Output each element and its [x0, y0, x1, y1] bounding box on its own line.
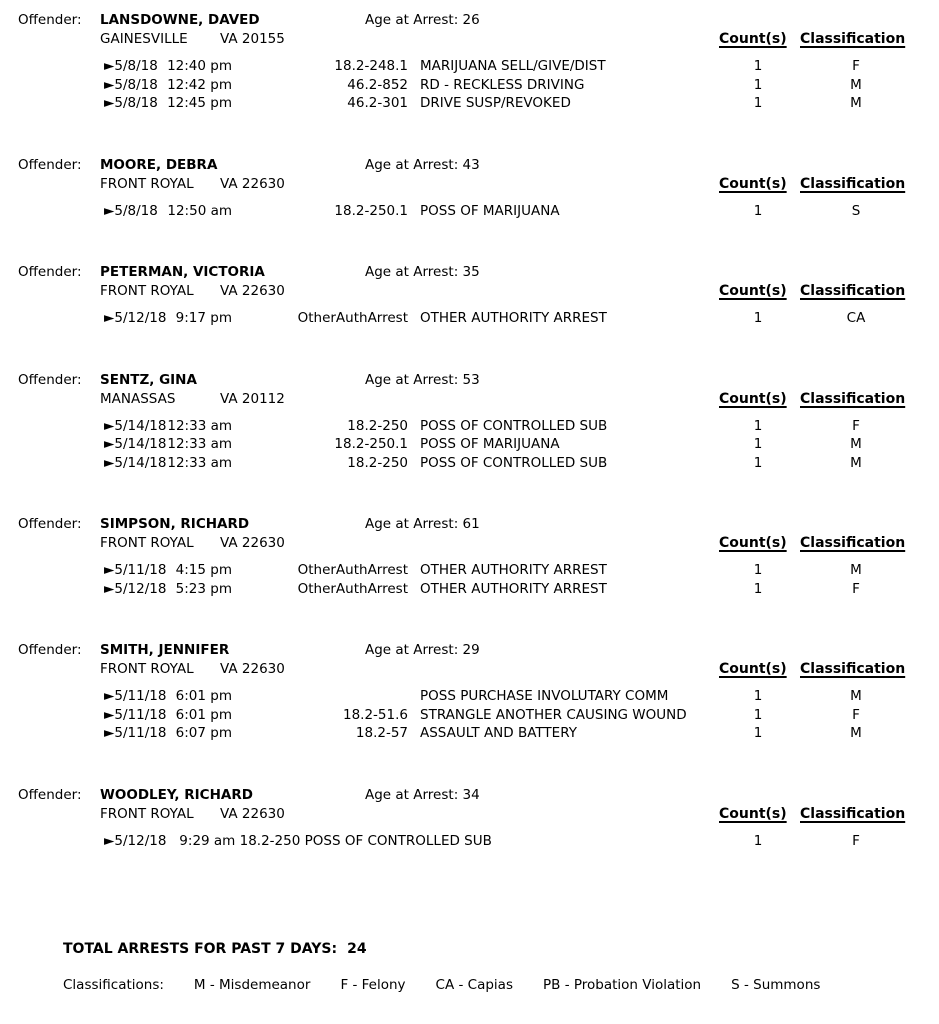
age-value: 26 [462, 12, 480, 28]
charge-description: POSS OF CONTROLLED SUB [420, 454, 608, 471]
offender-address-line [0, 31, 939, 50]
age-at-arrest [365, 642, 480, 658]
charge-bullet-icon: ► [104, 454, 115, 471]
total-arrests-value: 24 [347, 941, 367, 957]
charge-date: ►5/11/18 [104, 688, 167, 704]
charge-code: 18.2-57 [355, 725, 408, 741]
counts-header: Count(s) [719, 661, 787, 677]
classification-header: Classification [800, 661, 906, 677]
charge-code: 46.2-301 [347, 95, 408, 111]
offender-city: FRONT ROYAL [100, 535, 194, 551]
offender-header-line [0, 372, 939, 391]
counts-header: Count(s) [719, 535, 787, 551]
classification-header: Classification [800, 535, 906, 551]
charge-count: 1 [753, 310, 763, 326]
offender-header-line [0, 516, 939, 535]
charge-description: OTHER AUTHORITY ARREST [420, 580, 607, 597]
charge-description: POSS OF MARIJUANA [420, 202, 560, 219]
offender-address-line [0, 806, 939, 825]
charge-classification: F [852, 58, 860, 74]
offender-header-line [0, 12, 939, 31]
charge-row [0, 418, 939, 437]
charge-time: 6:01 pm [175, 688, 232, 704]
charge-description: POSS OF CONTROLLED SUB [420, 417, 608, 434]
charge-bullet-icon: ► [104, 725, 115, 741]
charge-time: 12:45 pm [167, 95, 232, 111]
offender-label: Offender: [18, 264, 82, 280]
offender-state-zip: VA 22630 [220, 805, 285, 822]
charge-row [0, 707, 939, 726]
age-at-arrest [365, 12, 480, 28]
counts-header: Count(s) [719, 283, 787, 299]
charge-description: STRANGLE ANOTHER CAUSING WOUND [420, 706, 687, 723]
classification-header: Classification [800, 390, 906, 407]
offender-name: SIMPSON, RICHARD [100, 516, 250, 532]
charge-date: ►5/14/18 [104, 417, 167, 434]
charge-time: 12:42 pm [167, 76, 232, 93]
charge-code: 18.2-51.6 [343, 706, 408, 723]
offender-state-zip: VA 22630 [220, 283, 285, 299]
offender-block [0, 516, 939, 599]
charge-date: ►5/8/18 [104, 202, 158, 219]
charge-bullet-icon: ► [104, 562, 115, 578]
age-value: 34 [462, 786, 480, 803]
charge-classification: F [852, 417, 860, 434]
classification-legend [63, 977, 939, 993]
charge-bullet-icon: ► [104, 706, 115, 723]
counts-header: Count(s) [719, 390, 787, 407]
legend-item: PB - Probation Violation [543, 977, 702, 993]
charge-time: 12:33 am [167, 436, 232, 452]
charge-count: 1 [753, 58, 763, 74]
age-value: 35 [462, 264, 480, 280]
offender-city: MANASSAS [100, 390, 176, 407]
charge-classification: M [850, 76, 862, 93]
offender-state-zip: VA 20112 [220, 390, 285, 407]
legend-item: CA - Capias [435, 977, 513, 993]
classification-header: Classification [800, 283, 906, 299]
charge-description: OTHER AUTHORITY ARREST [420, 562, 607, 578]
charge-count: 1 [753, 580, 763, 597]
offender-label: Offender: [18, 156, 82, 173]
charge-list [0, 833, 939, 852]
charge-description: ASSAULT AND BATTERY [420, 725, 577, 741]
legend-item: S - Summons [731, 977, 821, 993]
legend-item: M - Misdemeanor [193, 977, 311, 993]
classification-header: Classification [800, 31, 906, 47]
charge-time: 9:17 pm [175, 310, 232, 326]
offender-label: Offender: [18, 12, 82, 28]
offender-city: GAINESVILLE [100, 31, 188, 47]
charge-time: 12:50 am [167, 202, 232, 219]
charge-time: 12:40 pm [167, 58, 232, 74]
charge-classification: M [850, 95, 862, 111]
charge-row [0, 77, 939, 96]
charge-date: ►5/12/18 [104, 310, 167, 326]
charge-list [0, 310, 939, 329]
age-at-arrest [365, 264, 480, 280]
age-label: Age at Arrest: [365, 12, 459, 28]
offender-list [0, 12, 939, 851]
offender-name: MOORE, DEBRA [100, 156, 218, 173]
charge-time: 12:33 am [167, 417, 232, 434]
offender-name: LANSDOWNE, DAVED [100, 12, 260, 28]
charge-time: 4:15 pm [175, 562, 232, 578]
charge-date: ►5/12/18 [104, 580, 167, 597]
charge-count: 1 [753, 417, 763, 434]
offender-name: SENTZ, GINA [100, 371, 197, 388]
offender-address-line [0, 283, 939, 302]
legend-item: F - Felony [340, 977, 406, 993]
offender-address-line [0, 176, 939, 195]
charge-row [0, 203, 939, 222]
charge-bullet-icon: ► [104, 202, 115, 219]
charge-code: 18.2-250 [347, 417, 408, 434]
charge-code: 18.2-250.1 [334, 202, 408, 219]
charge-time: 6:01 pm [175, 706, 232, 723]
charge-classification: F [852, 832, 860, 849]
charge-row [0, 95, 939, 114]
charge-classification: S [851, 202, 861, 219]
charge-time: 12:33 am [167, 454, 232, 471]
charge-classification: M [850, 436, 862, 452]
charge-list [0, 58, 939, 114]
offender-block [0, 12, 939, 114]
charge-description: RD - RECKLESS DRIVING [420, 76, 585, 93]
charge-row [0, 688, 939, 707]
charge-date: ►5/14/18 [104, 454, 167, 471]
charge-classification: M [850, 688, 862, 704]
charge-bullet-icon: ► [104, 95, 115, 111]
age-value: 29 [462, 642, 480, 658]
classification-header: Classification [800, 805, 906, 822]
charge-row [0, 310, 939, 329]
offender-city: FRONT ROYAL [100, 805, 194, 822]
charge-date: ►5/11/18 [104, 706, 167, 723]
age-at-arrest [365, 372, 480, 388]
charge-bullet-icon: ► [104, 688, 115, 704]
charge-list [0, 688, 939, 744]
charge-date: ►5/14/18 [104, 436, 167, 452]
total-arrests-label: TOTAL ARRESTS FOR PAST 7 DAYS: [63, 941, 338, 957]
charge-date: ►5/8/18 [104, 95, 158, 111]
charge-inline-text: ►5/12/18 9:29 am 18.2-250 POSS OF CONTROLLED SUB [104, 832, 492, 849]
total-arrests-line [63, 941, 939, 961]
charge-code: OtherAuthArrest [297, 580, 408, 597]
age-label: Age at Arrest: [365, 156, 459, 173]
charge-classification: M [850, 562, 862, 578]
charge-count: 1 [753, 832, 763, 849]
age-value: 61 [462, 516, 480, 532]
charge-classification: F [852, 580, 860, 597]
age-label: Age at Arrest: [365, 516, 459, 532]
offender-city: FRONT ROYAL [100, 283, 194, 299]
counts-header: Count(s) [719, 805, 787, 822]
offender-address-line [0, 661, 939, 680]
offender-city: FRONT ROYAL [100, 661, 194, 677]
offender-state-zip: VA 22630 [220, 175, 285, 192]
offender-label: Offender: [18, 786, 82, 803]
charge-code: 46.2-852 [347, 76, 408, 93]
charge-count: 1 [753, 76, 763, 93]
charge-code: OtherAuthArrest [297, 562, 408, 578]
charge-list [0, 562, 939, 599]
charge-row [0, 833, 939, 852]
charge-code: OtherAuthArrest [297, 310, 408, 326]
charge-bullet-icon: ► [104, 436, 115, 452]
classification-header: Classification [800, 175, 906, 192]
offender-header-line [0, 264, 939, 283]
offender-header-line [0, 157, 939, 176]
age-value: 43 [462, 156, 480, 173]
offender-address-line [0, 391, 939, 410]
offender-state-zip: VA 22630 [220, 661, 285, 677]
charge-description: POSS PURCHASE INVOLUTARY COMM [420, 688, 669, 704]
charge-description: MARIJUANA SELL/GIVE/DIST [420, 58, 606, 74]
charge-description: DRIVE SUSP/REVOKED [420, 95, 571, 111]
offender-label: Offender: [18, 516, 82, 532]
charge-classification: M [850, 454, 862, 471]
age-at-arrest [365, 787, 480, 803]
offender-block [0, 372, 939, 474]
charge-list [0, 418, 939, 474]
offender-address-line [0, 535, 939, 554]
age-at-arrest [365, 157, 480, 173]
offender-block [0, 264, 939, 329]
charge-row [0, 58, 939, 77]
offender-header-line [0, 787, 939, 806]
charge-code: 18.2-250 [347, 454, 408, 471]
charge-code: 18.2-248.1 [334, 58, 408, 74]
offender-header-line [0, 642, 939, 661]
offender-state-zip: VA 22630 [220, 535, 285, 551]
charge-date: ►5/11/18 [104, 725, 167, 741]
charge-time: 5:23 pm [175, 580, 232, 597]
offender-name: SMITH, JENNIFER [100, 642, 230, 658]
charge-bullet-icon: ► [104, 58, 115, 74]
charge-description: POSS OF MARIJUANA [420, 436, 560, 452]
charge-date: ►5/8/18 [104, 58, 158, 74]
offender-label: Offender: [18, 371, 82, 388]
age-label: Age at Arrest: [365, 371, 459, 388]
charge-bullet-icon: ► [104, 580, 115, 597]
charge-count: 1 [753, 202, 763, 219]
charge-row [0, 455, 939, 474]
charge-description: OTHER AUTHORITY ARREST [420, 310, 607, 326]
charge-classification: M [850, 725, 862, 741]
age-value: 53 [462, 371, 480, 388]
charge-date: ►5/8/18 [104, 76, 158, 93]
offender-label: Offender: [18, 642, 82, 658]
counts-header: Count(s) [719, 175, 787, 192]
charge-list [0, 203, 939, 222]
offender-block [0, 642, 939, 744]
charge-date: ►5/11/18 [104, 562, 167, 578]
charge-row [0, 725, 939, 744]
counts-header: Count(s) [719, 31, 787, 47]
charge-row [0, 562, 939, 581]
charge-classification: CA [846, 310, 866, 326]
charge-bullet-icon: ► [104, 310, 115, 326]
charge-bullet-icon: ► [104, 417, 115, 434]
charge-row [0, 581, 939, 600]
charge-count: 1 [753, 706, 763, 723]
charge-row [0, 436, 939, 455]
offender-state-zip: VA 20155 [220, 31, 285, 47]
charge-bullet-icon: ► [104, 76, 115, 93]
offender-block [0, 157, 939, 222]
charge-count: 1 [753, 95, 763, 111]
charge-classification: F [852, 706, 860, 723]
charge-count: 1 [753, 454, 763, 471]
offender-block [0, 787, 939, 852]
charge-time: 6:07 pm [175, 725, 232, 741]
age-label: Age at Arrest: [365, 642, 459, 658]
age-label: Age at Arrest: [365, 264, 459, 280]
offender-name: PETERMAN, VICTORIA [100, 264, 265, 280]
legend-label: Classifications: [63, 977, 164, 993]
offender-city: FRONT ROYAL [100, 175, 194, 192]
charge-count: 1 [753, 562, 763, 578]
age-at-arrest [365, 516, 480, 532]
offender-name: WOODLEY, RICHARD [100, 786, 253, 803]
charge-bullet-icon: ► [104, 832, 115, 849]
charge-count: 1 [753, 688, 763, 704]
charge-code: 18.2-250.1 [334, 436, 408, 452]
age-label: Age at Arrest: [365, 786, 459, 803]
charge-count: 1 [753, 725, 763, 741]
charge-count: 1 [753, 436, 763, 452]
